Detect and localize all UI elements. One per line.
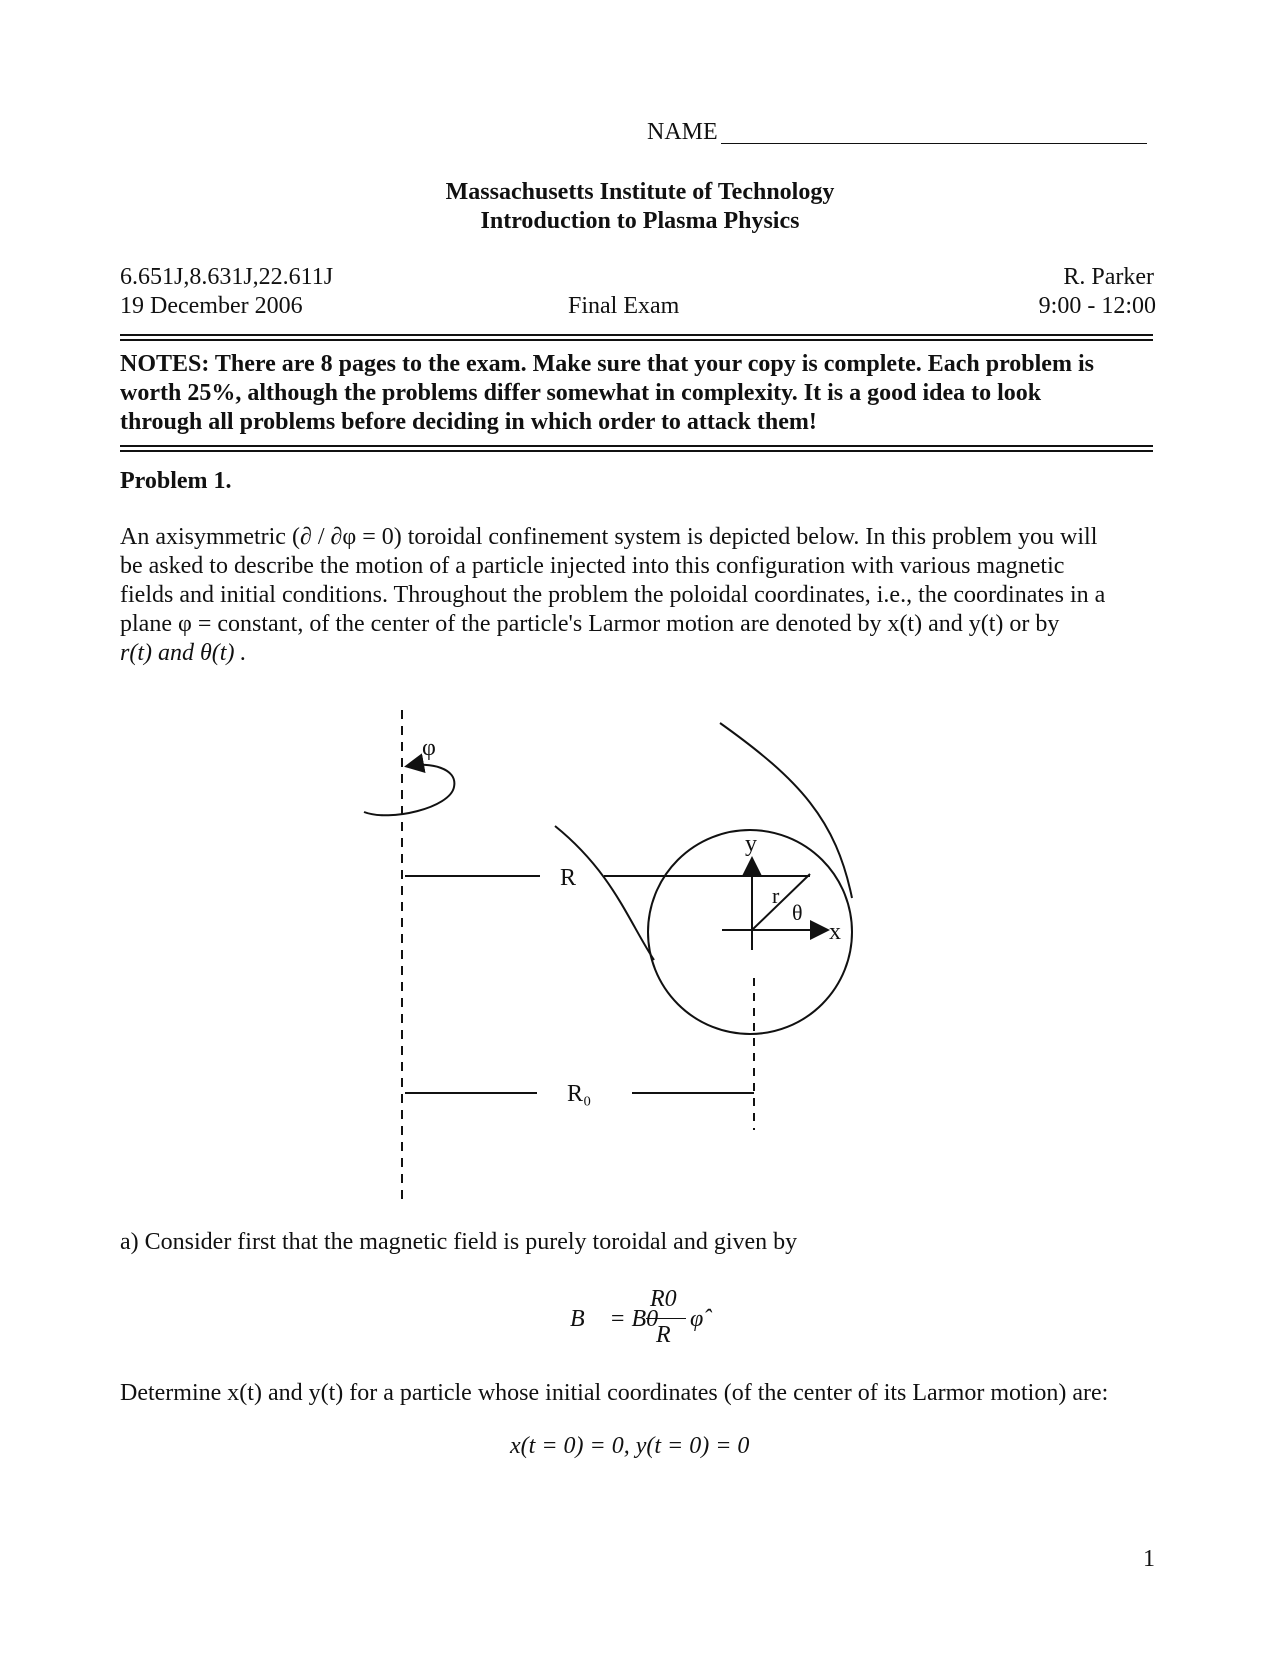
institution-title: Massachusetts Institute of Technology: [445, 179, 835, 205]
determine-text: Determine x(t) and y(t) for a particle whose initial coordinates (of the center of its Larmor motion) are:: [120, 1380, 1109, 1406]
theta-label: θ: [792, 900, 803, 925]
course-title: Introduction to Plasma Physics: [480, 208, 800, 234]
equation-rhs: φ̂: [690, 1306, 704, 1332]
equation-lhs: B⃗ = B0: [570, 1306, 659, 1332]
x-axis-label: x: [829, 919, 841, 945]
initial-conditions: x(t = 0) = 0, y(t = 0) = 0: [510, 1433, 750, 1459]
problem-intro: An axisymmetric (∂ / ∂φ = 0) toroidal confinement system is depicted below. In this problem you will be asked to describe the motion of a particle injected into this configuration with various magnetic fields and initial conditions. Throughout the problem the poloidal coordinates, i.e., the coordinates in a plane φ = constant, of the center of the particle's Larmor motion are denoted by x(t) and y(t) or by r(t) and θ(t) .: [120, 524, 1106, 666]
part-a-text: a) Consider first that the magnetic field is purely toroidal and given by: [120, 1229, 798, 1255]
r-minor-label: r: [772, 883, 780, 908]
inner-flux-curve: [555, 826, 654, 960]
exam-date: 19 December 2006: [120, 293, 303, 319]
exam-notes: NOTES: There are 8 pages to the exam. Make sure that your copy is complete. Each problem is worth 25%, although the problems differ somewhat in complexity. It is a good idea to look through all problems before deciding in which order to attack them!: [120, 351, 1094, 435]
phi-label: φ: [422, 735, 436, 761]
instructor-name: R. Parker: [1063, 264, 1154, 290]
exam-title: Final Exam: [568, 293, 680, 319]
name-field-label: NAME: [647, 119, 718, 145]
r0-label: R₀: [567, 1081, 592, 1107]
exam-time: 9:00 - 12:00: [1038, 293, 1156, 319]
equation-denominator: R: [656, 1322, 671, 1348]
y-axis-label: y: [745, 831, 757, 857]
problem-heading: Problem 1.: [120, 468, 232, 494]
torus-cross-section: [648, 830, 852, 1034]
equation-numerator: R0: [650, 1286, 677, 1312]
course-numbers: 6.651J,8.631J,22.611J: [120, 264, 334, 290]
phi-rotation-arrow: [364, 765, 454, 815]
r-major-label: R: [560, 865, 577, 891]
equation-fraction-bar: [646, 1318, 686, 1319]
page-number: 1: [1143, 1546, 1155, 1572]
